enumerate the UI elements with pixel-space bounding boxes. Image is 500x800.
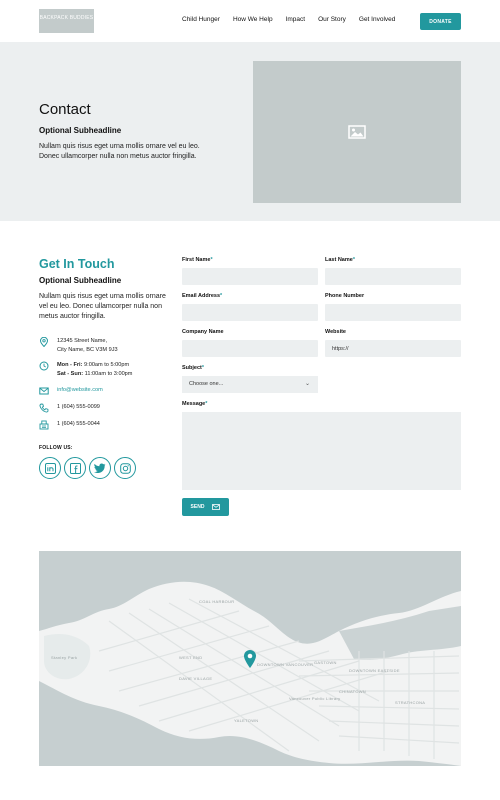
twitter-button[interactable]: [89, 457, 111, 479]
map-pin-icon[interactable]: [243, 649, 257, 669]
subject-label-text: Subject: [182, 365, 202, 371]
fax-row: [39, 420, 100, 430]
hero-image-placeholder: [253, 61, 461, 203]
phone-icon: [39, 403, 49, 413]
website-field[interactable]: [325, 340, 461, 357]
map-label: GASTOWN: [314, 660, 337, 665]
map-label: WEST END: [179, 655, 203, 660]
required-mark: *: [201, 365, 205, 371]
top-navigation: [0, 0, 500, 42]
hero-subheadline: Optional Subheadline: [39, 126, 122, 135]
map-label: STRATHCONA: [395, 700, 426, 705]
required-mark: *: [352, 257, 355, 263]
contact-subheadline: Optional Subheadline: [39, 276, 122, 285]
email-row: [39, 386, 103, 396]
phone-field[interactable]: [325, 304, 461, 321]
get-in-touch-heading: Get In Touch: [39, 257, 115, 271]
hero-section: [0, 42, 500, 221]
map-label: DOWNTOWN VANCOUVER: [257, 662, 314, 667]
hours-row: [39, 361, 132, 379]
hours-text: [57, 361, 132, 379]
message-label-text: Message: [182, 401, 206, 407]
donate-button[interactable]: DONATE: [420, 13, 461, 30]
social-links: [39, 457, 136, 479]
required-mark: *: [205, 401, 208, 407]
email-link[interactable]: info@website.com: [57, 387, 103, 393]
map-label: YALETOWN: [234, 718, 259, 723]
nav-link-our-story[interactable]: Our Story: [318, 16, 346, 23]
nav-links: [182, 16, 408, 23]
address-row: [39, 337, 118, 355]
website-label: Website: [325, 329, 346, 335]
hero-body-text: Nullam quis risus eget urna mollis ornare vel eu leo. Donec ullamcorper nulla non metus auctor fringilla.: [39, 143, 200, 160]
fax-text[interactable]: 1 (604) 555-0044: [57, 421, 100, 427]
nav-link-child-hunger[interactable]: Child Hunger: [182, 16, 220, 23]
follow-us-label: FOLLOW US:: [39, 445, 73, 451]
first-name-label-text: First Name: [182, 257, 211, 263]
logo[interactable]: BACKPACK BUDDIES: [39, 9, 94, 33]
last-name-label: [325, 257, 355, 263]
twitter-icon: [94, 463, 106, 473]
subject-select[interactable]: [182, 376, 318, 393]
facebook-icon: [70, 463, 81, 474]
clock-icon: [39, 361, 49, 371]
linkedin-button[interactable]: [39, 457, 61, 479]
envelope-icon: [212, 504, 220, 510]
facebook-button[interactable]: [64, 457, 86, 479]
linkedin-icon: [45, 463, 56, 474]
map-label: Vancouver Public Library: [289, 696, 341, 701]
nav-link-get-involved[interactable]: Get Involved: [358, 16, 396, 23]
company-field[interactable]: [182, 340, 318, 357]
page-title: Contact: [39, 101, 91, 118]
first-name-label: [182, 257, 213, 263]
message-textarea[interactable]: [182, 412, 461, 490]
hours-weekend-label: Sat - Sun:: [57, 371, 84, 377]
map-pin-icon: [39, 337, 49, 347]
last-name-label-text: Last Name: [325, 257, 353, 263]
nav-link-impact[interactable]: Impact: [285, 16, 306, 23]
location-map[interactable]: [39, 551, 461, 766]
chevron-down-icon: ⌄: [304, 381, 310, 387]
envelope-icon: [39, 386, 49, 396]
last-name-field[interactable]: [325, 268, 461, 285]
nav-link-how-we-help[interactable]: How We Help: [232, 16, 273, 23]
email-field[interactable]: [182, 304, 318, 321]
company-label: Company Name: [182, 329, 224, 335]
fax-icon: [39, 420, 49, 430]
required-mark: *: [210, 257, 213, 263]
send-button-label: SEND: [190, 504, 205, 510]
subject-select-value: Choose one...: [189, 381, 224, 387]
message-label: [182, 401, 207, 407]
phone-label: Phone Number: [325, 293, 365, 299]
hours-weekend-time: 11:00am to 3:00pm: [83, 371, 133, 377]
hours-weekday-label: Mon - Fri:: [57, 362, 83, 368]
email-label-text: Email Address: [182, 293, 221, 299]
phone-text[interactable]: 1 (604) 555-0099: [57, 404, 100, 410]
map-label: Stanley Park: [51, 655, 78, 660]
email-label: [182, 293, 222, 299]
map-label: DOWNTOWN EASTSIDE: [349, 668, 400, 673]
phone-row: [39, 403, 100, 413]
contact-body-text: Nullam quis risus eget urna mollis ornare vel eu leo. Donec ullamcorper nulla non metus auctor fringilla.: [39, 293, 166, 320]
send-button[interactable]: [182, 498, 229, 516]
address-line-1: 12345 Street Name,: [57, 338, 108, 344]
image-icon: [348, 125, 366, 139]
map-label: CHINATOWN: [339, 689, 366, 694]
instagram-button[interactable]: [114, 457, 136, 479]
instagram-icon: [120, 463, 131, 474]
map-label: COAL HARBOUR: [199, 599, 235, 604]
address-line-2: City Name, BC V3M 9J3: [57, 347, 118, 353]
first-name-field[interactable]: [182, 268, 318, 285]
address-text: [57, 337, 118, 355]
subject-label: [182, 365, 204, 371]
map-label: DAVIE VILLAGE: [179, 676, 213, 681]
required-mark: *: [220, 293, 223, 299]
hours-weekday-time: 9:00am to 5:00pm: [82, 362, 130, 368]
